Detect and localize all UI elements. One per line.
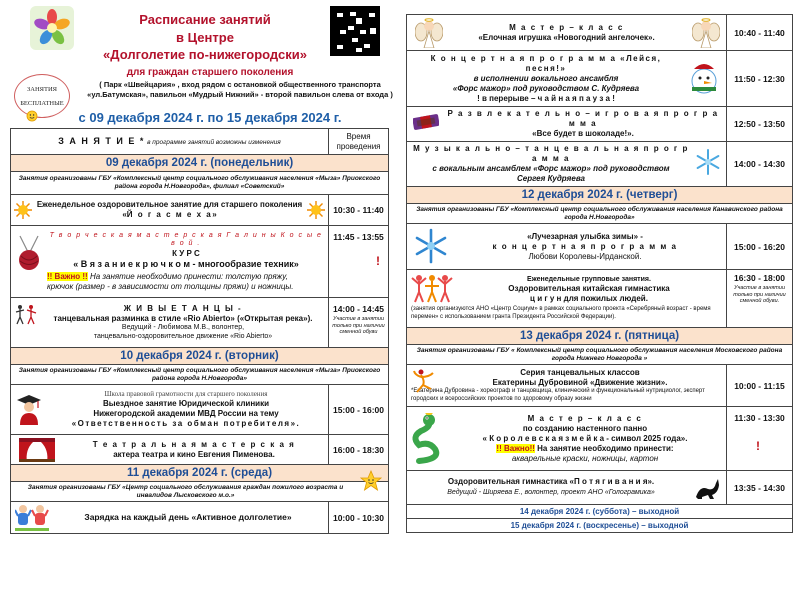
exercising-people-icon (15, 504, 49, 532)
graduate-icon (16, 393, 42, 425)
qigong-people-icon (411, 274, 453, 304)
table-row: «Лучезарная улыбка зимы» - к о н ц е р т н а я п р о г р а м м а Любови Королевы-Ирданской. 15:00 - 16:20 (407, 224, 793, 270)
time-cell: 15:00 - 16:00 (329, 385, 389, 435)
smiling-star-icon (360, 470, 382, 492)
table-row: Т е а т р а л ь н а я м а с т е р с к а я актера театра и кино Евгения Пименова. 16:00 - 18:30 (11, 435, 389, 465)
day-header-mon: 09 декабря 2024 г. (понедельник) (11, 155, 389, 172)
time-cell: 11:50 - 12:30 (727, 51, 793, 107)
exclamation-icon: ! (756, 439, 760, 453)
title-line-1: Расписание занятий (139, 12, 271, 27)
title-line-4: для граждан старшего поколения (126, 67, 294, 78)
time-header: Время проведения (329, 129, 389, 155)
table-row: Серия танцевальных классов Екатерины Дубровиной «Движение жизни». *Екатерина Дубровина - хореограф и танцовщица, клинический и функциональный нутрициолог, эксперт городских и всероссийских проектов по здоровому образу жизни 10:00 - 11:15 (407, 365, 793, 407)
organizer-wed: Занятия организованы ГБУ «Центр социального обслуживания граждан пожилого возраста и инвалидов Лысковского м.о.» (11, 482, 389, 502)
schedule-table-right (406, 14, 792, 533)
day-header-wed: 11 декабря 2024 г. (среда) (11, 465, 389, 482)
table-row: М у з ы к а л ь н о – т а н ц е в а л ь н а я п р о г р а м м а с вокальным ансамблем «Форс мажор» под руководством Сергея Кудряева 14:00 - 14:30 (407, 142, 793, 187)
dancer-icon (413, 369, 435, 393)
lesson-header: З А Н Я Т И Е * в программе занятий возможны изменения (11, 129, 329, 155)
table-row: Зарядка на каждый день «Активное долголетие» 10:00 - 10:30 (11, 502, 389, 534)
sun-icon (307, 201, 325, 219)
organizer-fri: Занятия организованы ГБУ « Комплексный центр социального обслуживания населения Московского района города Нижнего Новгорода » (407, 345, 793, 365)
schedule-period: с 09 декабря 2024 г. по 15 декабря 2024 г. (78, 110, 342, 125)
right-column (406, 0, 800, 600)
table-header-row (11, 129, 389, 155)
time-cell: 16:30 - 18:00 Участие в занятии только при наличии сменной обуви. (727, 270, 793, 328)
snake-icon (411, 413, 445, 465)
time-cell: 11:45 - 13:55 (329, 226, 389, 298)
theater-stage-icon (19, 438, 55, 462)
snowman-icon (686, 59, 722, 95)
table-row: Т в о р ч е с к а я м а с т е р с к а я Г а л и н ы К о с ы е в о й . К У Р С « В я з а н и е к р ю ч к о м - многообразие техник» !! Важно !! На занятие необходимо принести: толстую пряжу, крючок (размер - в зависимости от толщины пряжи) и ножницы. ! 11:45 - 13:55 (11, 226, 389, 298)
qr-code-icon (330, 6, 380, 56)
time-cell: 13:35 - 14:30 (727, 471, 793, 505)
organizer-thu: Занятия организованы ГБУ «Комплексный центр социального обслуживания населения Канавинского района города Н.Новгорода» (407, 204, 793, 224)
table-row: М а с т е р – к л а с с «Елочная игрушка «Новогодний ангелочек». 10:40 - 11:40 (407, 15, 793, 51)
address: ( Парк «Швейцария» , вход рядом с остановкой общественного транспорта «ул.Батумская», павильон «Мудрый Нижний» - второй павильон слева от входа ) (87, 80, 393, 99)
time-cell: 10:00 - 11:15 (727, 365, 793, 407)
time-cell: 11:30 - 13:30 (727, 407, 793, 471)
important-badge: !! Важно!! (496, 443, 535, 453)
title-line-3: «Долголетие по-нижегородски» (103, 47, 307, 62)
table-row: Ж И В Ы Е Т А Н Ц Ы - танцевальная разминка в стиле «Rio Abierto» («Открытая река»). Ведущий - Любимова М.В., волонтер, танцевально-оздоровительное движение «Rio Abierto» 14:00 - 14:45 Участие в занятии только при наличии сменной обуви (11, 298, 389, 348)
title-line-2: в Центре (176, 30, 234, 45)
weekend-sunday: 15 декабря 2024 г. (воскресенье) – выходной (407, 519, 793, 533)
important-badge: !! Важно !! (47, 271, 88, 281)
time-cell: 14:00 - 14:45 Участие в занятии только при наличии сменной обуви (329, 298, 389, 348)
smiling-sun-icon (24, 108, 40, 124)
time-cell: 15:00 - 16:20 (727, 224, 793, 270)
free-badge: ЗАНЯТИЯ БЕСПЛАТНЫЕ (14, 74, 70, 118)
sun-icon (14, 201, 32, 219)
time-cell: 12:50 - 13:50 (727, 107, 793, 142)
dancers-icon (14, 304, 38, 326)
time-cell: 14:00 - 14:30 (727, 142, 793, 187)
time-cell: 10:00 - 10:30 (329, 502, 389, 534)
exclamation-icon: ! (376, 254, 380, 268)
yarn-ball-icon (14, 234, 44, 274)
chocolate-icon (413, 113, 439, 131)
snowflake-icon (694, 148, 722, 176)
day-header-fri: 13 декабря 2024 г. (пятница) (407, 328, 793, 345)
table-row: К о н ц е р т н а я п р о г р а м м а «Лейся, песня!» в исполнении вокального ансамбля «Форс мажор» под руководством С. Кудряева ! в перерыве – ч а й н а я п а у з а ! 11:50 - 12:30 (407, 51, 793, 107)
organizer-mon: Занятия организованы ГБУ «Комплексный центр социального обслуживания населения «Мыза» Приокского района города Н.Новгорода», филиал «Советский» (11, 172, 389, 195)
angel-icon (415, 18, 443, 48)
table-row: Школа правовой грамотности для старшего поколения Выездное занятие Юридической клиники Нижегородской академии МВД России на тему «Ответственность за обман потребителя». 15:00 - 16:00 (11, 385, 389, 435)
time-cell: 16:00 - 18:30 (329, 435, 389, 465)
weekend-saturday: 14 декабря 2024 г. (суббота) – выходной (407, 505, 793, 519)
angel-icon (692, 18, 720, 48)
table-row: Р а з в л е к а т е л ь н о – и г р о в а я п р о г р а м м а «Все будет в шоколаде!». 12:50 - 13:50 (407, 107, 793, 142)
table-row: Еженедельные групповые занятия. Оздоровительная китайская гимнастика ц и г у н для пожилых людей. (занятия организуются АНО «Центр Социум» в рамках социального проекта «Серебряный возраст - время перемен» с использованием гранта Президента Российской Федерации). 16:30 - 18:00 Участие в занятии только при наличии сменной обуви. (407, 270, 793, 328)
table-row: Оздоровительная гимнастика «П о т я г и в а н и я». Ведущий - Ширяева Е., волонтер, проект АНО «Гологрaмика» 13:35 - 14:30 (407, 471, 793, 505)
stretching-cat-icon (694, 475, 720, 501)
left-column (0, 0, 392, 600)
day-header-tue: 10 декабря 2024 г. (вторник) (11, 348, 389, 365)
time-cell: 10:40 - 11:40 (727, 15, 793, 51)
day-header-thu: 12 декабря 2024 г. (четверг) (407, 187, 793, 204)
table-row: М а с т е р – к л а с с по созданию настенного панно « К о р о л е в с к а я з м е й к а - символ 2025 года». !! Важно!! На занятие необходимо принести: акварельные краски, ножницы, картон ! 11:30 - 13:30 (407, 407, 793, 471)
table-row: Еженедельное оздоровительное занятие для старшего поколения «Й о г а с м е х а» 10:30 - 11:40 (11, 195, 389, 226)
organizer-tue: Занятия организованы ГБУ «Комплексный центр социального обслуживания населения «Мыза» Приокского района города Н.Новгорода» (11, 365, 389, 385)
flower-logo-icon (30, 6, 74, 50)
time-cell: 10:30 - 11:40 (329, 195, 389, 226)
schedule-table-left (10, 128, 388, 534)
snowflake-icon (413, 228, 449, 264)
